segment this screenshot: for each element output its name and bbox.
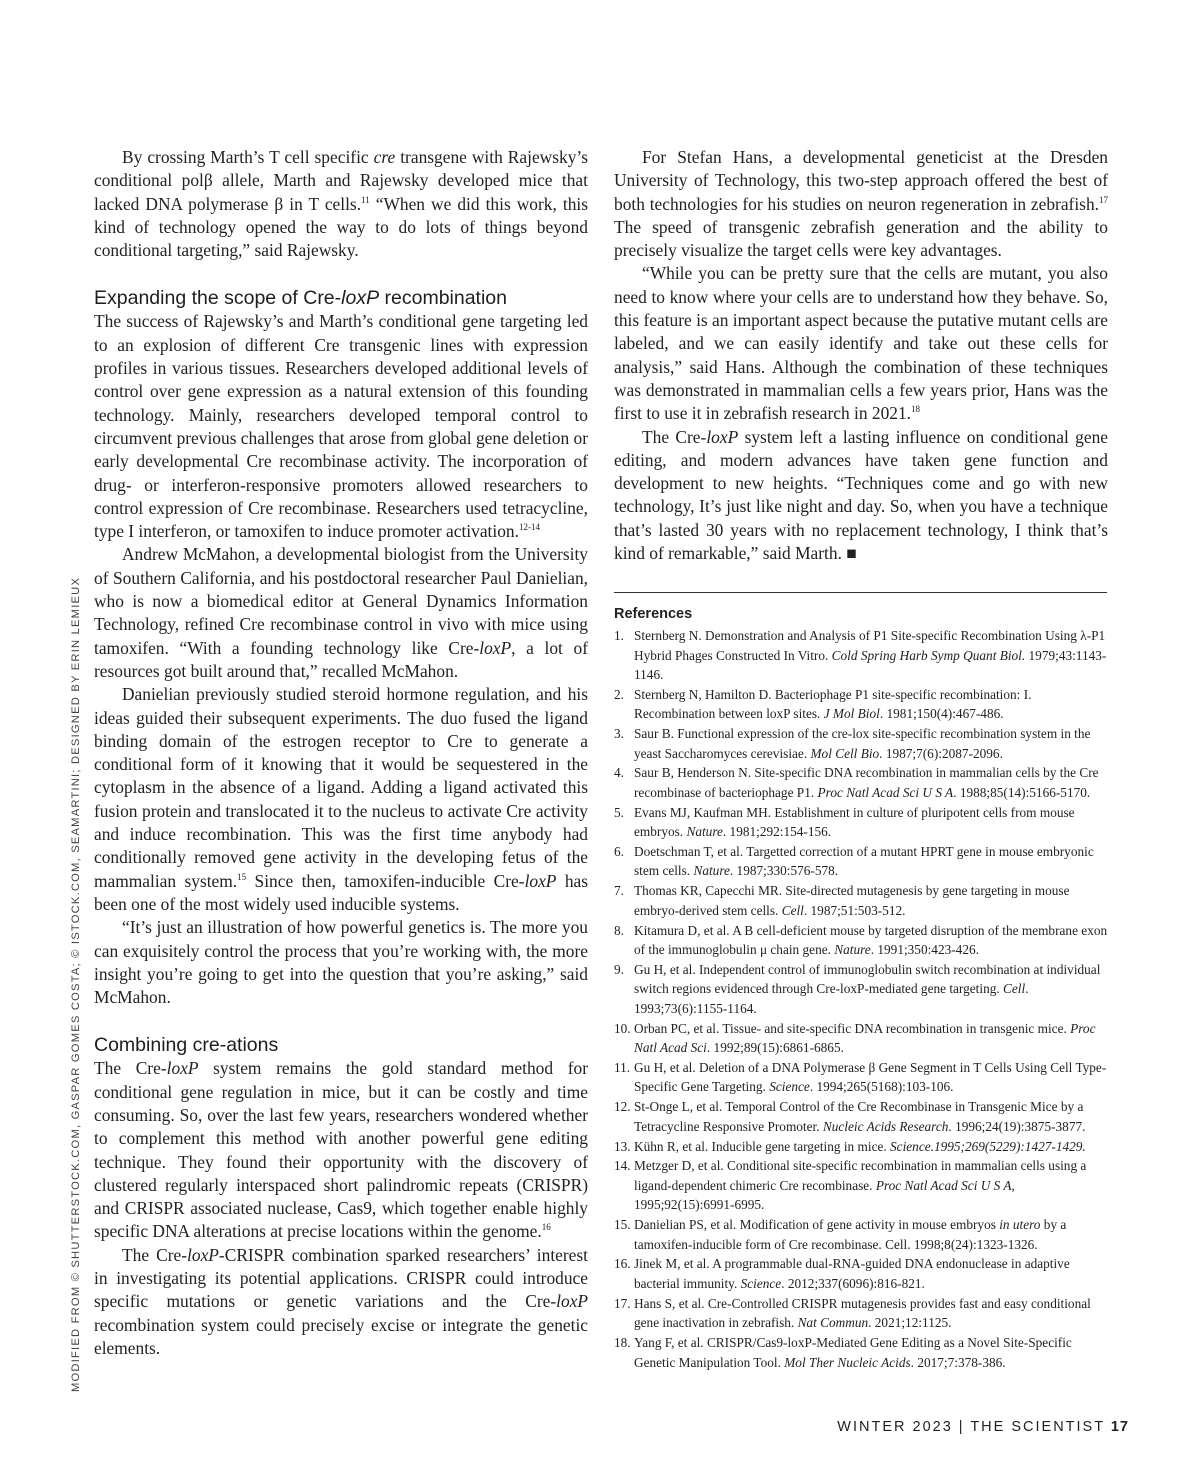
reference-number: 16.: [614, 1256, 631, 1272]
paragraph: “While you can be pretty sure that the cells are mutant, you also need to know where your cells are to understand how they behave. So, this feature is an important aspect because the putative mutant cells are labeled, and we can easily identify and take out these cells for analysis,” said Hans. Although the combination of these techniques was demonstrated in mammalian cells a few years prior, Hans was the first to use it in zebrafish research in 2021.18: [614, 263, 1108, 424]
reference-citation: . 1987;7(6):2087-2096.: [879, 745, 1003, 761]
reference-journal: Nature: [686, 824, 723, 840]
reference-journal: Nature: [834, 942, 871, 958]
section-heading: Expanding the scope of Cre-loxP recombination: [94, 287, 507, 310]
paragraph: The Cre-loxP system left a lasting influence on conditional gene editing, and modern advances have taken gene function and development to new heights. “Techniques come and go with new technology, It’s just like night and day. So, when you have a technique that’s lasted 30 years with no replacement technology, I think that’s kind of remarkable,” said Marth. ■: [614, 426, 1108, 564]
reference-text: Doetschman T, et al. Targetted correction of a mutant HPRT gene in mouse embryonic stem cells.: [634, 843, 1094, 879]
paragraph: By crossing Marth’s T cell specific cre transgene with Rajewsky’s conditional polβ allele, Marth and Rajewsky developed mice that lacked DNA polymerase β in T cells.$^{11}$ “When we did this work, this kind of technology opened the way to do lots of things beyond conditional targeting,” said Rajewsky.: [94, 147, 588, 261]
reference-journal: Science: [740, 1275, 782, 1291]
reference-number: 6.: [614, 843, 624, 859]
reference-number: 10.: [614, 1020, 631, 1036]
reference-citation: . 1987;51:503-512.: [803, 902, 906, 918]
reference-journal: Cold Spring Harb Symp Quant Biol.: [831, 647, 1026, 663]
reference-journal: Nature: [693, 863, 730, 879]
reference-number: 8.: [614, 922, 624, 938]
reference-text: Sternberg N, Hamilton D. Bacteriophage P1 site-specific recombination: I. Recombination between loxP sites.: [634, 686, 1032, 722]
reference-journal: Proc Natl Acad Sci: [634, 1020, 1096, 1056]
paragraph: For Stefan Hans, a developmental geneticist at the Dresden University of Technology, this two-step approach offered the best of both technologies for his studies on neuron regeneration in zebrafish.$^{17}$ The speed of transgenic zebrafish generation and the ability to precisely visualize the target cells were key advantages.: [614, 147, 1108, 261]
reference-number: 12.: [614, 1099, 631, 1115]
reference-journal: Science: [769, 1079, 810, 1095]
reference-item: [614, 1156, 1109, 1215]
reference-item: [614, 842, 1109, 881]
reference-journal: J Mol Biol: [823, 706, 880, 722]
reference-text: Gu H, et al. Independent control of immunoglobulin switch recombination at individual switch regions evidenced through Cre-loxP-mediated gene targeting.: [634, 961, 1101, 997]
page-number: 17: [1110, 1419, 1129, 1435]
reference-text: Danielian PS, et al. Modification of gene activity in mouse embryos: [634, 1217, 1000, 1233]
reference-text: Orban PC, et al. Tissue- and site-specific DNA recombination in transgenic mice.: [634, 1020, 1071, 1036]
reference-item: [614, 1097, 1109, 1136]
reference-number: 3.: [614, 726, 624, 742]
paragraph: The Cre-loxP-CRISPR combination sparked researchers’ interest in investigating its potential applications. CRISPR could introduce specific mutations or genetic variations and the Cre-loxP recombination system could precisely excise or integrate the genetic elements.: [94, 1244, 588, 1358]
reference-item: [614, 724, 1109, 763]
reference-item: [614, 1254, 1109, 1293]
reference-number: 17.: [614, 1295, 631, 1311]
reference-citation: . 1993;73(6):1155-1164.: [634, 981, 1029, 1016]
reference-citation: . 1994;265(5168):103-106.: [809, 1079, 954, 1095]
reference-item: [614, 1215, 1109, 1254]
reference-citation: . 1996;24(19):3875-3877.: [948, 1118, 1086, 1134]
reference-text: Sternberg N. Demonstration and Analysis of P1 Site-specific Recombination Using λ-P1 Hybrid Phages Constructed In Vitro.: [634, 628, 1106, 663]
reference-journal: Cell: [1003, 981, 1026, 997]
left-column: [94, 146, 588, 1360]
reference-item: [614, 685, 1109, 724]
reference-item: [614, 1333, 1109, 1372]
reference-journal: Mol Ther Nucleic Acids: [784, 1354, 911, 1370]
reference-text: Yang F, et al. CRISPR/Cas9-loxP-Mediated Gene Editing as a Novel Site-Specific Genetic Manipulation Tool.: [634, 1335, 1072, 1370]
reference-text: Gu H, et al. Deletion of a DNA Polymerase β Gene Segment in T Cells Using Cell Type-Specific Gene Targeting.: [634, 1059, 1107, 1095]
reference-text: Metzger D, et al. Conditional site-specific recombination in mammalian cells using a ligand-dependent chimeric Cre recombinase.: [634, 1158, 1087, 1193]
paragraph: Andrew McMahon, a developmental biologist from the University of Southern California, and his postdoctoral researcher Paul Danielian, who is now a biomedical editor at General Dynamics Information Technology, refined Cre recombinase control in vivo with mice using tamoxifen. “With a founding technology like Cre-loxP, a lot of resources got built around that,” recalled McMahon.: [94, 544, 588, 681]
right-column: [614, 146, 1108, 565]
reference-number: 2.: [614, 686, 624, 702]
reference-journal: Proc Natl Acad Sci U S A: [875, 1177, 1012, 1193]
references-list: [614, 626, 1109, 1372]
reference-number: 1.: [614, 628, 624, 643]
reference-number: 15.: [614, 1217, 631, 1233]
reference-citation: . 2012;337(6096):816-821.: [781, 1275, 925, 1291]
reference-number: 5.: [614, 804, 624, 820]
divider: [614, 592, 1107, 593]
reference-item: [614, 960, 1109, 1019]
reference-journal: Proc Natl Acad Sci U S A: [817, 784, 954, 800]
reference-journal: Mol Cell Bio: [810, 745, 880, 761]
reference-item: [614, 763, 1109, 802]
reference-journal: Nucleic Acids Research: [822, 1118, 949, 1134]
references-heading: References: [614, 606, 693, 622]
photo-credit: MODIFIED FROM © SHUTTERSTOCK.COM, GASPAR GOMES COSTA; © ISTOCK.COM, SEAMARTINI; DESIGNED BY ERIN LEMIEUX: [70, 576, 82, 1392]
reference-citation: . 1981;292:154-156.: [722, 824, 832, 840]
reference-citation: by a tamoxifen-inducible form of Cre recombinase. Cell. 1998;8(24):1323-1326.: [634, 1217, 1067, 1252]
reference-journal: in utero: [999, 1217, 1041, 1233]
paragraph: Danielian previously studied steroid hormone regulation, and his ideas guided their subsequent experiments. The duo fused the ligand binding domain of the estrogen receptor to Cre to generate a conditional form of it knowing that it would be sequestered in the cytoplasm in the absence of a ligand. Adding a ligand activated this fusion protein and translocated it to the nucleus to activate Cre activity and induce recombination. This was the first time anybody had conditionally removed gene activity in the developing fetus of the mammalian system.$^{15}$ Since then, tamoxifen-inducible Cre-loxP has been one of the most widely used inducible systems.: [94, 684, 589, 914]
reference-journal: Cell: [781, 902, 804, 918]
reference-citation: . 1981;150(4):467-486.: [879, 706, 1004, 722]
reference-number: 18.: [614, 1335, 631, 1351]
reference-citation: . 1991;350:423-426.: [870, 942, 979, 958]
reference-citation: . 1992;89(15):6861-6865.: [706, 1040, 844, 1056]
reference-number: 14.: [614, 1158, 631, 1174]
reference-item: [614, 626, 1109, 685]
reference-text: Saur B, Henderson N. Site-specific DNA recombination in mammalian cells by the Cre recombinase of bacteriophage P1.: [634, 765, 1099, 800]
reference-number: 4.: [614, 765, 624, 781]
reference-journal: Nat Commun: [797, 1315, 869, 1331]
reference-citation: . 2017;7:378-386.: [910, 1354, 1006, 1370]
reference-item: [614, 881, 1109, 920]
reference-text: Kühn R, et al. Inducible gene targeting in mice.: [634, 1138, 891, 1154]
reference-citation: , 1995;92(15):6991-6995.: [634, 1177, 1015, 1213]
end-mark: ■: [846, 543, 857, 564]
reference-citation: . 2021;12:1125.: [868, 1315, 952, 1331]
reference-text: Jinek M, et al. A programmable dual-RNA-guided DNA endonuclease in adaptive bacterial immunity.: [634, 1256, 1070, 1291]
reference-text: Evans MJ, Kaufman MH. Establishment in culture of pluripotent cells from mouse embryos.: [634, 804, 1075, 840]
reference-text: Saur B. Functional expression of the cre-lox site-specific recombination system in the yeast Saccharomyces cerevisiae.: [634, 726, 1091, 761]
footer-label: WINTER 2023 | THE SCIENTIST: [837, 1419, 1111, 1435]
page-footer: [837, 1419, 1129, 1435]
reference-journal: Science.1995;269(5229):1427-1429.: [890, 1138, 1086, 1154]
reference-citation: 1979;43:1143-1146.: [634, 647, 1107, 682]
reference-text: St-Onge L, et al. Temporal Control of the Cre Recombinase in Transgenic Mice by a Tetracycline Responsive Promoter.: [634, 1099, 1084, 1134]
reference-item: [614, 921, 1109, 960]
paragraph: The success of Rajewsky’s and Marth’s conditional gene targeting led to an explosion of different Cre transgenic lines with expression profiles in various tissues. Researchers developed additional levels of control over gene expression as a natural extension of this founding technology. Mainly, researchers developed temporal control to circumvent previous challenges that arose from global gene deletion or early developmental Cre recombinase activity. The incorporation of drug- or interferon-responsive promoters allowed researchers to control expression of Cre recombinase. Researchers used tetracycline, type I interferon, or tamoxifen to induce promoter activation.$^{12-14}$: [94, 311, 589, 542]
reference-number: 11.: [614, 1059, 631, 1075]
reference-item: [614, 803, 1109, 842]
paragraph: “It’s just an illustration of how powerful genetics is. The more you can exquisitely control the process that you’re working with, the more insight you’re going to get into the question that you’re asking,” said McMahon.: [94, 917, 588, 1008]
reference-text: Hans S, et al. Cre-Controlled CRISPR mutagenesis provides fast and easy conditional gene inactivation in zebrafish.: [634, 1295, 1091, 1331]
reference-number: 7.: [614, 883, 624, 899]
reference-citation: . 1988;85(14):5166-5170.: [953, 784, 1091, 800]
reference-item: [614, 1294, 1109, 1333]
reference-text: Kitamura D, et al. A B cell-deficient mouse by targeted disruption of the membrane exon of the immunoglobulin μ chain gene.: [634, 922, 1108, 958]
reference-item: [614, 1058, 1109, 1097]
reference-item: [614, 1019, 1109, 1058]
reference-citation: . 1987;330:576-578.: [729, 863, 839, 879]
reference-number: 9.: [614, 961, 624, 977]
reference-item: [614, 1137, 1109, 1157]
paragraph: The Cre-loxP system remains the gold standard method for conditional gene regulation in mice, but it can be costly and time consuming. So, over the last few years, researchers wondered whether to complement this method with another powerful gene editing technique. They found their opportunity with the discovery of clustered regularly interspaced short palindromic repeats (CRISPR) and CRISPR associated nuclease, Cas9, which together enable highly specific DNA alterations at precise locations within the genome.$^{16}$: [94, 1058, 588, 1242]
reference-text: Thomas KR, Capecchi MR. Site-directed mutagenesis by gene targeting in mouse embryo-derived stem cells.: [634, 883, 1070, 918]
section-heading: Combining cre-ations: [94, 1034, 279, 1057]
reference-number: 13.: [614, 1138, 631, 1154]
